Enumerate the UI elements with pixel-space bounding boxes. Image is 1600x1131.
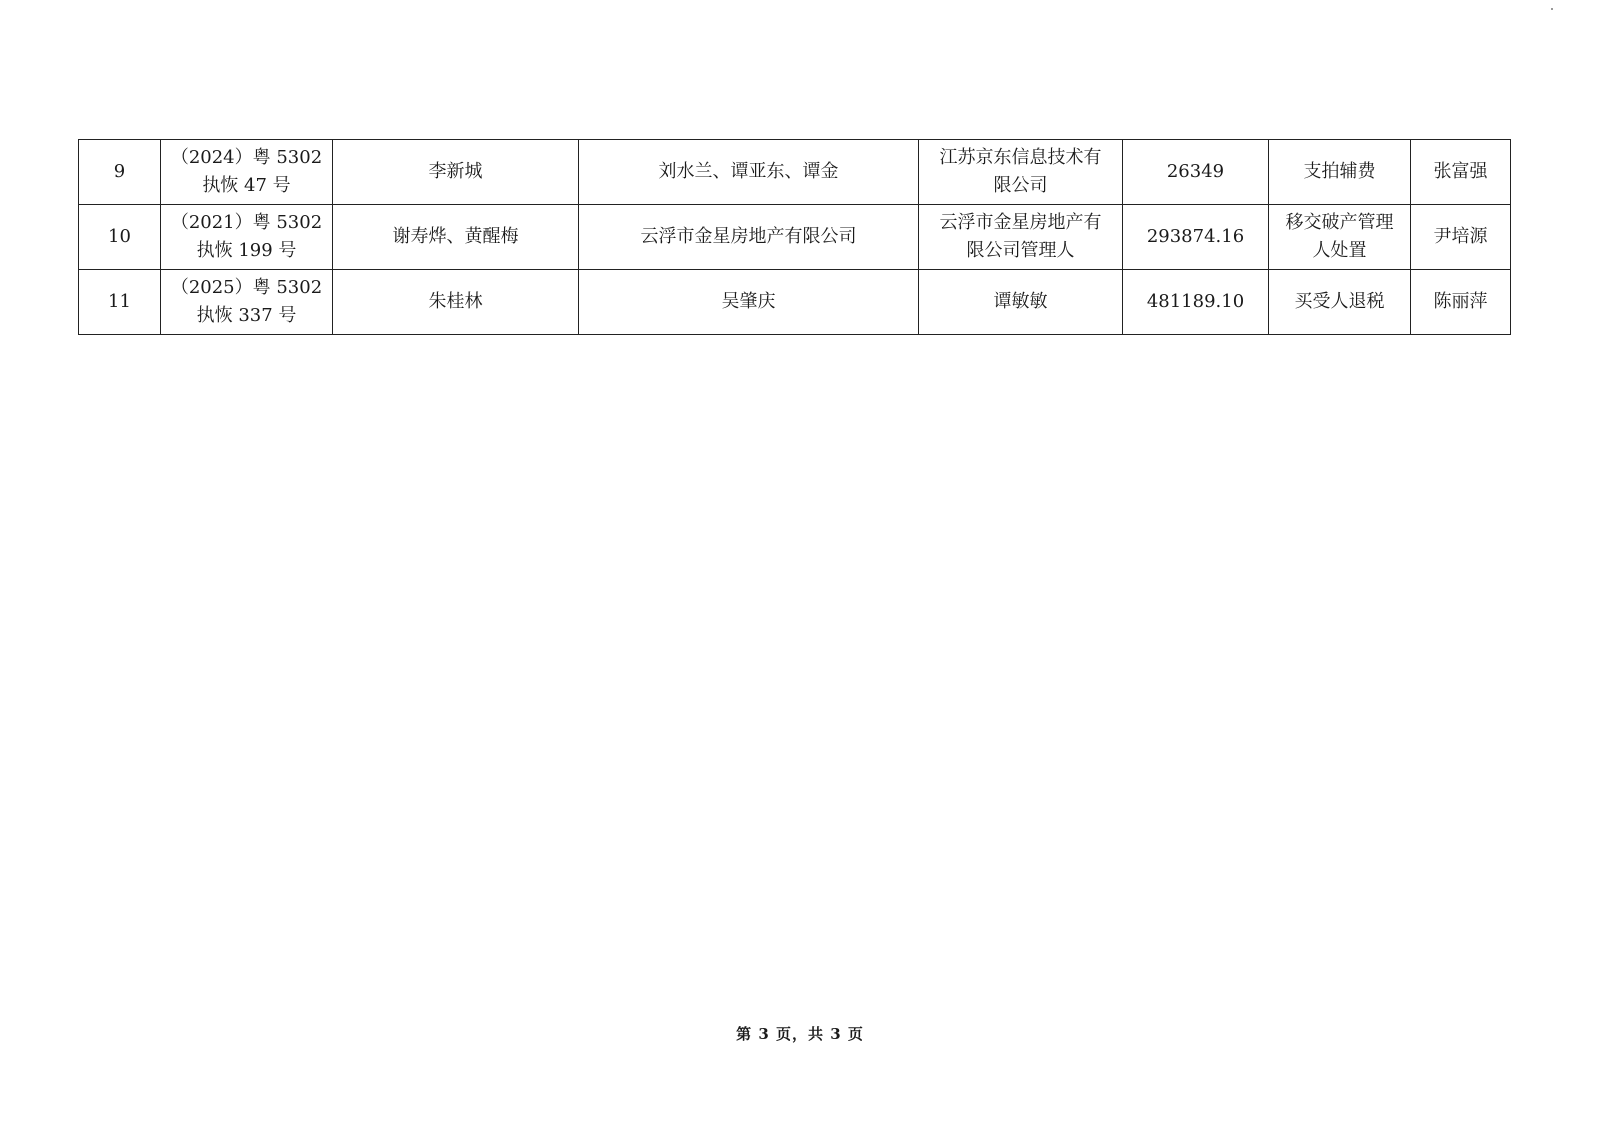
row-index: 11	[79, 270, 161, 335]
case-records-table	[78, 139, 1511, 335]
handler: 尹培源	[1411, 205, 1511, 270]
table-row	[79, 205, 1511, 270]
applicant: 李新城	[333, 140, 579, 205]
payee: 谭敏敏	[919, 270, 1123, 335]
handler: 张富强	[1411, 140, 1511, 205]
payee: 云浮市金星房地产有 限公司管理人	[919, 205, 1123, 270]
respondent: 云浮市金星房地产有限公司	[579, 205, 919, 270]
amount: 26349	[1123, 140, 1269, 205]
row-index: 10	[79, 205, 161, 270]
handler: 陈丽萍	[1411, 270, 1511, 335]
table-row	[79, 140, 1511, 205]
case-number: （2021）粤 5302 执恢 199 号	[161, 205, 333, 270]
respondent: 刘水兰、谭亚东、谭金	[579, 140, 919, 205]
table-row	[79, 270, 1511, 335]
applicant: 朱桂林	[333, 270, 579, 335]
page-number-footer: 第 3 页，共 3 页	[736, 1025, 864, 1043]
case-number: （2025）粤 5302 执恢 337 号	[161, 270, 333, 335]
scan-speck	[1551, 8, 1553, 10]
applicant: 谢寿烨、黄醒梅	[333, 205, 579, 270]
payee: 江苏京东信息技术有 限公司	[919, 140, 1123, 205]
reason: 买受人退税	[1269, 270, 1411, 335]
amount: 481189.10	[1123, 270, 1269, 335]
reason: 支拍辅费	[1269, 140, 1411, 205]
case-number: （2024）粤 5302 执恢 47 号	[161, 140, 333, 205]
row-index: 9	[79, 140, 161, 205]
reason: 移交破产管理 人处置	[1269, 205, 1411, 270]
respondent: 吴肇庆	[579, 270, 919, 335]
amount: 293874.16	[1123, 205, 1269, 270]
